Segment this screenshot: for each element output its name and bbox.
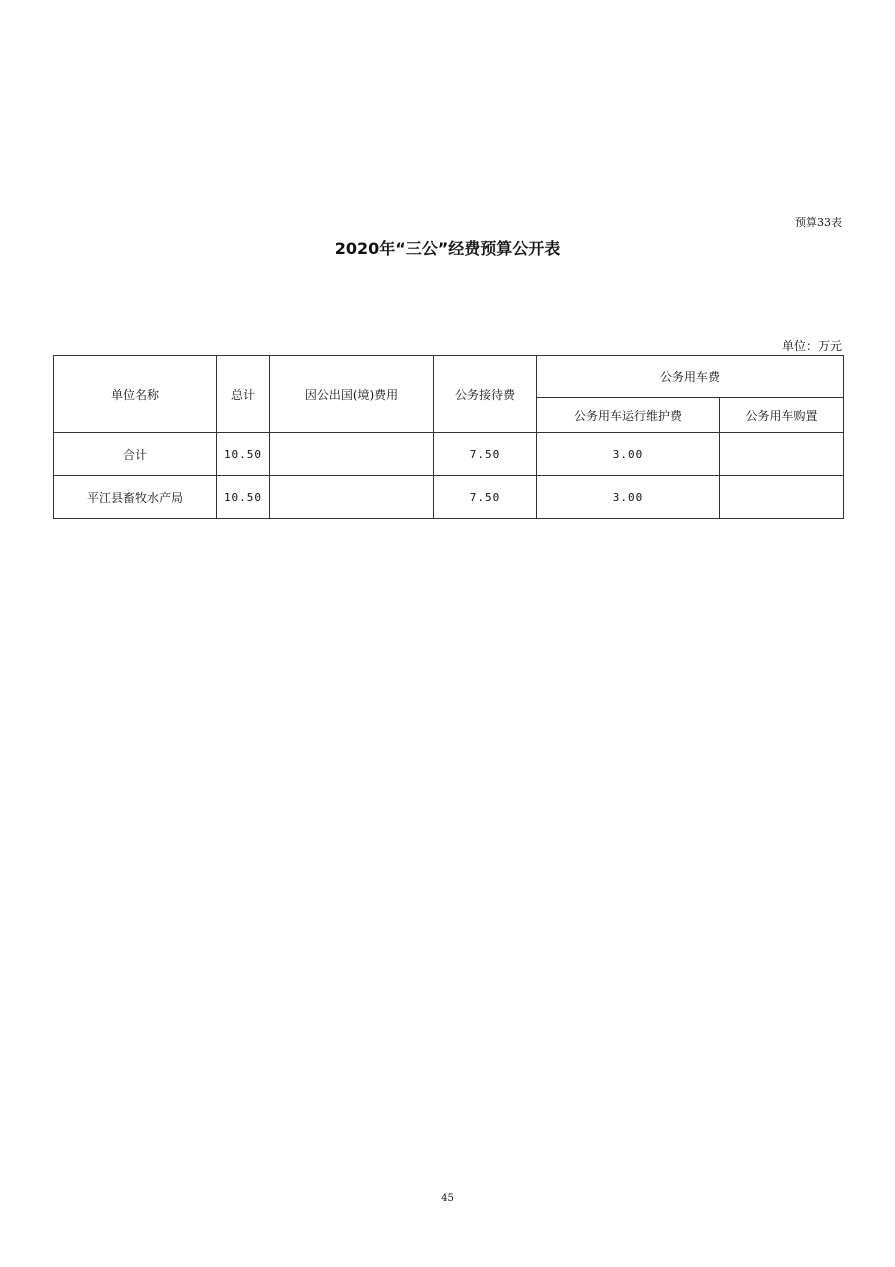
header-unit-name: 单位名称 [54, 356, 217, 433]
cell-total: 10.50 [217, 476, 270, 519]
header-overseas: 因公出国(境)费用 [270, 356, 434, 433]
cell-overseas [270, 476, 434, 519]
cell-reception: 7.50 [434, 476, 537, 519]
table-code: 预算33表 [795, 216, 842, 229]
cell-unit-name: 平江县畜牧水产局 [54, 476, 217, 519]
header-vehicle-purchase: 公务用车购置 [720, 398, 844, 433]
budget-table [53, 355, 844, 519]
cell-vehicle-operation: 3.00 [537, 476, 720, 519]
header-vehicle-operation: 公务用车运行维护费 [537, 398, 720, 433]
page-title: 2020年“三公”经费预算公开表 [334, 239, 561, 258]
header-row-1 [54, 356, 844, 398]
cell-unit-name: 合计 [54, 433, 217, 476]
cell-overseas [270, 433, 434, 476]
table-row [54, 433, 844, 476]
cell-vehicle-purchase [720, 433, 844, 476]
cell-vehicle-operation: 3.00 [537, 433, 720, 476]
header-reception: 公务接待费 [434, 356, 537, 433]
unit-label: 单位：万元 [781, 339, 842, 353]
table-row [54, 476, 844, 519]
header-total: 总计 [217, 356, 270, 433]
header-vehicle-group: 公务用车费 [537, 356, 844, 398]
cell-total: 10.50 [217, 433, 270, 476]
page-number: 45 [441, 1193, 454, 1204]
cell-reception: 7.50 [434, 433, 537, 476]
cell-vehicle-purchase [720, 476, 844, 519]
